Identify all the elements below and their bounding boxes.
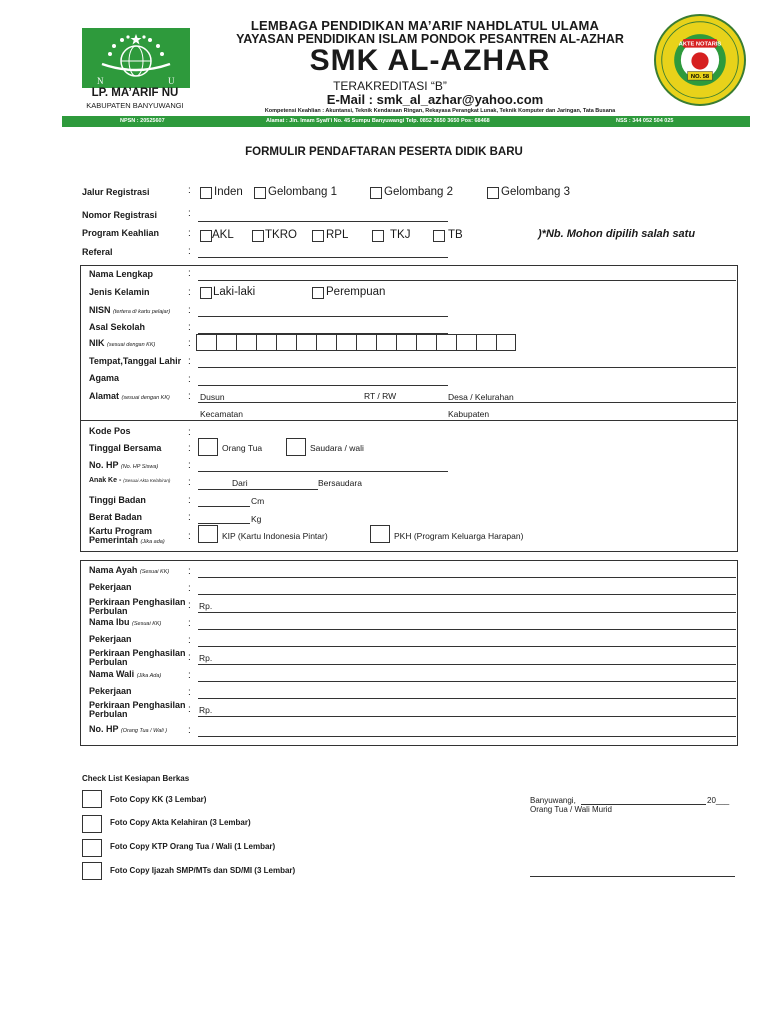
kg-unit: Kg <box>251 514 262 524</box>
alamat-label: Alamat (sesuai dengan KK) <box>89 391 170 401</box>
student-data-section <box>80 265 738 552</box>
nomor-registrasi-label: Nomor Registrasi <box>82 210 158 220</box>
jenis-kelamin-label: Jenis Kelamin <box>89 287 150 297</box>
gelombang3-checkbox[interactable] <box>487 187 499 199</box>
saudara-wali-checkbox[interactable] <box>286 438 306 456</box>
gelombang1-checkbox[interactable] <box>254 187 266 199</box>
nama-lengkap-field[interactable] <box>198 280 736 281</box>
pekerjaan-ayah-label: Pekerjaan <box>89 582 132 592</box>
desa-label: Desa / Kelurahan <box>448 392 514 402</box>
lp-maarif-region: KABUPATEN BANYUWANGI <box>86 101 184 110</box>
dari-label: Dari <box>232 478 248 488</box>
penghasilan-ibu-label-2: Perbulan <box>89 657 128 667</box>
kip-label: KIP (Kartu Indonesia Pintar) <box>222 531 328 541</box>
asal-sekolah-label: Asal Sekolah <box>89 322 146 332</box>
saudara-wali-label: Saudara / wali <box>310 443 364 453</box>
checklist-ktp-label: Foto Copy KTP Orang Tua / Wali (1 Lembar) <box>110 842 276 851</box>
akl-label: AKL <box>212 229 234 241</box>
pekerjaan-wali-label: Pekerjaan <box>89 686 132 696</box>
nik-digit[interactable] <box>476 334 496 351</box>
nu-globe-icon <box>82 28 190 88</box>
jalur-label: Jalur Registrasi <box>82 187 150 197</box>
program-keahlian-label: Program Keahlian <box>82 228 160 238</box>
checklist-ijazah-checkbox[interactable] <box>82 862 102 880</box>
rp-ibu: Rp. <box>199 653 213 663</box>
orang-tua-label: Orang Tua <box>222 443 263 453</box>
tkro-label: TKRO <box>265 229 297 241</box>
svg-text:U: U <box>168 76 175 86</box>
penghasilan-ibu-label-1: Perkiraan Penghasilan <box>89 648 186 658</box>
checklist-ijazah-label: Foto Copy Ijazah SMP/MTs dan SD/MI (3 Lembar) <box>110 866 296 875</box>
hp-siswa-field[interactable] <box>198 471 448 472</box>
nama-ayah-label: Nama Ayah (Sesuai KK) <box>89 565 170 575</box>
gelombang1-label: Gelombang 1 <box>268 186 338 198</box>
nss: NSS : 344 052 504 025 <box>616 118 674 124</box>
nik-digit[interactable] <box>456 334 476 351</box>
nik-digit[interactable] <box>216 334 236 351</box>
kabupaten-label: Kabupaten <box>448 409 490 419</box>
selection-note: )*Nb. Mohon dipilih salah satu <box>538 228 696 240</box>
anak-ke-field[interactable] <box>198 489 318 490</box>
checklist-kk-checkbox[interactable] <box>82 790 102 808</box>
foundation-seal-logo <box>654 14 746 106</box>
pkh-checkbox[interactable] <box>370 525 390 543</box>
rp-wali: Rp. <box>199 705 213 715</box>
maarif-nu-logo <box>82 28 190 88</box>
penghasilan-ibu-field[interactable] <box>198 664 736 665</box>
nama-ibu-field[interactable] <box>198 629 736 630</box>
signature-place: Banyuwangi, <box>530 796 576 805</box>
nik-digit[interactable] <box>196 334 216 351</box>
accreditation: TERAKREDITASI “B” <box>333 79 447 93</box>
nik-digit[interactable] <box>256 334 276 351</box>
gelombang2-checkbox[interactable] <box>370 187 382 199</box>
pekerjaan-ibu-label: Pekerjaan <box>89 634 132 644</box>
rpl-label: RPL <box>326 229 349 241</box>
checklist-akta-label: Foto Copy Akta Kelahiran (3 Lembar) <box>110 818 251 827</box>
hp-orangtua-label: No. HP (Orang Tua / Wali ) <box>89 724 168 734</box>
nik-digit[interactable] <box>276 334 296 351</box>
ttl-field[interactable] <box>198 367 736 368</box>
agama-label: Agama <box>89 373 120 383</box>
perempuan-label: Perempuan <box>326 286 386 298</box>
checklist-title: Check List Kesiapan Berkas <box>82 774 190 783</box>
pekerjaan-ayah-field[interactable] <box>198 594 736 595</box>
kip-checkbox[interactable] <box>198 525 218 543</box>
contact-bar <box>62 116 750 127</box>
nik-digit[interactable] <box>236 334 256 351</box>
competencies: Kompetensi Keahlian : Akuntansi, Teknik Kendaraan Ringan, Rekayasa Perangkat Lunak, Teknik Komputer dan Jaringan, Tata Busana <box>264 108 616 114</box>
signature-year: 20___ <box>707 796 730 805</box>
berat-badan-label: Berat Badan <box>89 512 143 522</box>
kartu-pemerintah-label: Pemerintah (Jika ada) <box>89 535 165 545</box>
school-email: E-Mail : smk_al_azhar@yahoo.com <box>326 92 544 107</box>
nik-input-grid[interactable] <box>196 334 516 351</box>
lp-maarif-name: LP. MA’ARIF NU <box>91 87 179 99</box>
nik-digit[interactable] <box>336 334 356 351</box>
kecamatan-label: Kecamatan <box>200 409 243 419</box>
checklist-akta-checkbox[interactable] <box>82 815 102 833</box>
nama-wali-label: Nama Wali (Jika Ada) <box>89 669 162 679</box>
gelombang2-label: Gelombang 2 <box>384 186 454 198</box>
tb-checkbox[interactable] <box>433 230 445 242</box>
referal-field[interactable] <box>198 257 448 258</box>
penghasilan-ayah-field[interactable] <box>198 612 736 613</box>
nama-wali-field[interactable] <box>198 681 736 682</box>
penghasilan-ayah-label-1: Perkiraan Penghasilan <box>89 597 186 607</box>
school-address: Alamat : Jln. Imam Syafi'i No. 45 Sumpu Banyuwangi Telp. 0852 3650 3650 Pos: 68468 <box>266 118 490 124</box>
signature-line[interactable] <box>530 876 735 877</box>
hp-orangtua-field[interactable] <box>198 736 736 737</box>
hp-siswa-label: No. HP (No. HP Siswa) <box>89 460 159 470</box>
rpl-checkbox[interactable] <box>312 230 324 242</box>
tinggi-badan-field[interactable] <box>198 506 250 507</box>
svg-text:N: N <box>97 76 104 86</box>
nik-digit[interactable] <box>416 334 436 351</box>
pekerjaan-wali-field[interactable] <box>198 698 736 699</box>
nisn-label: NISN (tertera di kartu pelajar) <box>89 305 171 315</box>
laki-laki-label: Laki-laki <box>213 286 256 298</box>
penghasilan-wali-label-2: Perbulan <box>89 709 128 719</box>
kartu-program-label: Kartu Program <box>89 526 153 536</box>
header-yayasan: YAYASAN PENDIDIKAN ISLAM PONDOK PESANTREN AL-AZHAR <box>236 32 624 46</box>
checklist-kk-label: Foto Copy KK (3 Lembar) <box>110 795 207 804</box>
tinggi-badan-label: Tinggi Badan <box>89 495 146 505</box>
inden-label: Inden <box>214 186 243 198</box>
rtrw-label: RT / RW <box>364 391 397 401</box>
dusun-label: Dusun <box>200 392 225 402</box>
penghasilan-ayah-label-2: Perbulan <box>89 606 128 616</box>
orang-tua-checkbox[interactable] <box>198 438 218 456</box>
seal-akte-text: AKTE NOTARIS <box>678 41 722 48</box>
nama-lengkap-label: Nama Lengkap <box>89 269 154 279</box>
pekerjaan-ibu-field[interactable] <box>198 646 736 647</box>
rp-ayah: Rp. <box>199 601 213 611</box>
akl-checkbox[interactable] <box>200 230 212 242</box>
tkj-label: TKJ <box>390 229 411 241</box>
nik-digit[interactable] <box>496 334 516 351</box>
alamat-line-1[interactable] <box>198 402 736 403</box>
inden-checkbox[interactable] <box>200 187 212 199</box>
tinggal-bersama-label: Tinggal Bersama <box>89 443 162 453</box>
tkj-checkbox[interactable] <box>372 230 384 242</box>
nik-label: NIK (sesuai dengan KK) <box>89 338 156 348</box>
bersaudara-label: Bersaudara <box>318 478 362 488</box>
nama-ibu-label: Nama Ibu (Sesuai KK) <box>89 617 162 627</box>
kode-pos-label: Kode Pos <box>89 426 131 436</box>
penghasilan-wali-field[interactable] <box>198 716 736 717</box>
seal-number-text: NO. 58 <box>690 74 710 81</box>
nik-digit[interactable] <box>376 334 396 351</box>
referal-label: Referal <box>82 247 113 257</box>
agama-field[interactable] <box>198 385 448 386</box>
header-lembaga: LEMBAGA PENDIDIKAN MA’ARIF NAHDLATUL ULAMA <box>250 18 600 33</box>
anak-ke-label: Anak Ke - (Sesuai Akta Kelahiran) <box>89 477 171 484</box>
pkh-label: PKH (Program Keluarga Harapan) <box>394 531 524 541</box>
nomor-registrasi-field[interactable] <box>198 221 448 222</box>
tkro-checkbox[interactable] <box>252 230 264 242</box>
form-title: FORMULIR PENDAFTARAN PESERTA DIDIK BARU <box>245 146 523 158</box>
nama-ayah-field[interactable] <box>198 577 736 578</box>
nik-digit[interactable] <box>316 334 336 351</box>
npsn: NPSN : 20525607 <box>120 118 165 124</box>
nik-digit[interactable] <box>296 334 316 351</box>
signature-role: Orang Tua / Wali Murid <box>530 805 612 814</box>
cm-unit: Cm <box>251 496 265 506</box>
perempuan-checkbox[interactable] <box>312 287 324 299</box>
checklist-ktp-checkbox[interactable] <box>82 839 102 857</box>
gelombang3-label: Gelombang 3 <box>501 186 571 198</box>
nik-digit[interactable] <box>396 334 416 351</box>
alamat-line-2[interactable] <box>80 420 738 421</box>
nik-digit[interactable] <box>356 334 376 351</box>
ttl-label: Tempat,Tanggal Lahir <box>89 356 182 366</box>
nik-digit[interactable] <box>436 334 456 351</box>
tb-label: TB <box>448 229 463 241</box>
penghasilan-wali-label-1: Perkiraan Penghasilan <box>89 700 186 710</box>
nisn-field[interactable] <box>198 316 448 317</box>
berat-badan-field[interactable] <box>198 523 250 524</box>
seal-icon <box>656 16 744 104</box>
school-name: SMK AL-AZHAR <box>309 44 551 77</box>
laki-laki-checkbox[interactable] <box>200 287 212 299</box>
